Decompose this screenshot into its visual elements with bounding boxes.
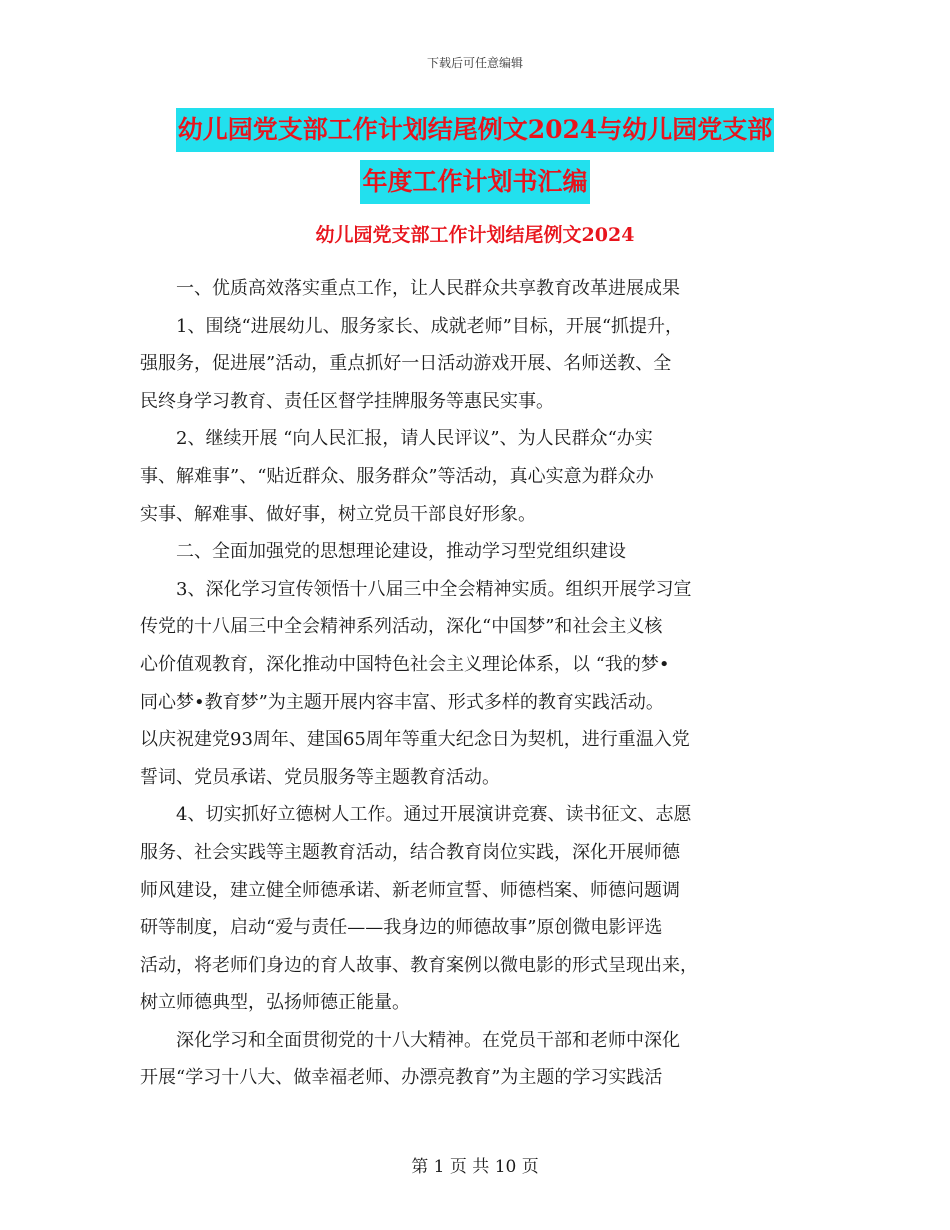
body-line: 同心梦•教育梦”为主题开展内容丰富、形式多样的教育实践活动。 [140, 691, 664, 713]
section-title: 幼儿园党支部工作计划结尾例文2024 [315, 224, 635, 246]
body-line: 心价值观教育，深化推动中国特色社会主义理论体系，以 “我的梦• [140, 653, 670, 675]
body-line: 研等制度，启动“爱与责任——我身边的师德故事”原创微电影评选 [140, 917, 663, 939]
body-line: 开展“学习十八大、做幸福老师、办漂亮教育”为主题的学习实践活 [140, 1067, 663, 1089]
header-note: 下载后可任意编辑 [426, 56, 523, 70]
title-line-2: 年度工作计划书汇编 [360, 160, 589, 204]
body-line: 4、切实抓好立德树人工作。通过开展演讲竞赛、读书征文、志愿 [176, 804, 692, 826]
body-line: 3、深化学习宣传领悟十八届三中全会精神实质。组织开展学习宣 [176, 578, 692, 600]
body-line: 树立师德典型，弘扬师德正能量。 [140, 992, 410, 1014]
body-line: 师风建设，建立健全师德承诺、新老师宣誓、师德档案、师德问题调 [140, 879, 680, 901]
document-body [140, 270, 820, 1097]
body-line: 服务、社会实践等主题教育活动，结合教育岗位实践，深化开展师德 [140, 841, 680, 863]
body-line: 以庆祝建党93周年、建国65周年等重大纪念日为契机，进行重温入党 [140, 729, 690, 751]
body-line: 1、围绕“进展幼儿、服务家长、成就老师”目标，开展“抓提升， [176, 315, 684, 337]
page-footer: 第 1 页 共 10 页 [411, 1157, 539, 1177]
body-line: 二、全面加强党的思想理论建设，推动学习型党组织建设 [176, 541, 626, 563]
body-line: 实事、解难事、做好事，树立党员干部良好形象。 [140, 503, 536, 525]
body-line: 事、解难事”、“贴近群众、服务群众”等活动，真心实意为群众办 [140, 465, 654, 487]
body-line: 2、继续开展 “向人民汇报，请人民评议”、为人民群众“办实 [176, 428, 653, 450]
title-line-1: 幼儿园党支部工作计划结尾例文2024与幼儿园党支部 [176, 108, 775, 152]
body-line: 一、优质高效落实重点工作，让人民群众共享教育改革进展成果 [176, 278, 680, 299]
body-line: 誓词、党员承诺、党员服务等主题教育活动。 [140, 766, 500, 788]
body-line: 活动，将老师们身边的育人故事、教育案例以微电影的形式呈现出来， [140, 954, 698, 976]
body-line: 民终身学习教育、责任区督学挂牌服务等惠民实事。 [140, 390, 554, 412]
body-line: 强服务，促进展”活动，重点抓好一日活动游戏开展、名师送教、全 [140, 353, 672, 375]
body-line: 深化学习和全面贯彻党的十八大精神。在党员干部和老师中深化 [176, 1029, 680, 1051]
document-title [0, 108, 950, 204]
body-line: 传党的十八届三中全会精神系列活动，深化“中国梦”和社会主义核 [140, 616, 663, 638]
